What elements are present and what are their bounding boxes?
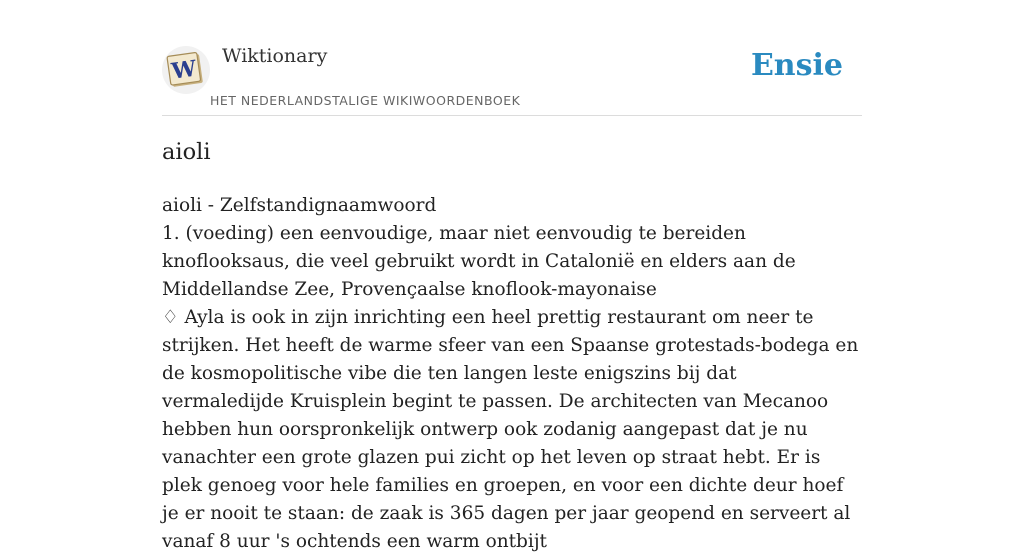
word-class-line: aioli - Zelfstandignaamwoord	[162, 195, 437, 216]
entry-content	[162, 192, 862, 556]
definition-text: 1. (voeding) een eenvoudige, maar niet eenvoudig te bereiden knoflooksaus, die veel gebruikt wordt in Catalonië en elders aan de Middellandse Zee, Provençaalse knoflook-mayonaise	[162, 223, 796, 300]
page-title: aioli	[162, 139, 211, 165]
logo-letter: W	[169, 55, 199, 85]
ensie-brand-link[interactable]: Ensie	[750, 48, 843, 83]
wiktionary-logo-icon[interactable]	[162, 46, 210, 94]
example-text: ♢ Ayla is ook in zijn inrichting een heel prettig restaurant om neer te strijken. Het heeft de warme sfeer van een Spaanse grotestads-bodega en de kosmopolitische vibe die ten langen leste enigszins bij dat vermaledijde Kruisplein begint te passen. De architecten van Mecanoo hebben hun oorspronkelijk ontwerp ook zodanig aangepast dat je nu vanachter een grote glazen pui zicht op het leven op straat hebt. Er is plek genoeg voor hele families en groepen, en voor een dichte deur hoef je er nooit te staan: de zaak is 365 dagen per jaar geopend en serveert al vanaf 8 uur 's ochtends een warm ontbijt	[162, 307, 859, 552]
site-header	[162, 0, 862, 116]
site-name[interactable]: Wiktionary	[222, 45, 328, 67]
wiktionary-tile-icon	[162, 46, 210, 94]
site-tagline: HET NEDERLANDSTALIGE WIKIWOORDENBOEK	[210, 93, 521, 108]
page	[162, 0, 862, 552]
